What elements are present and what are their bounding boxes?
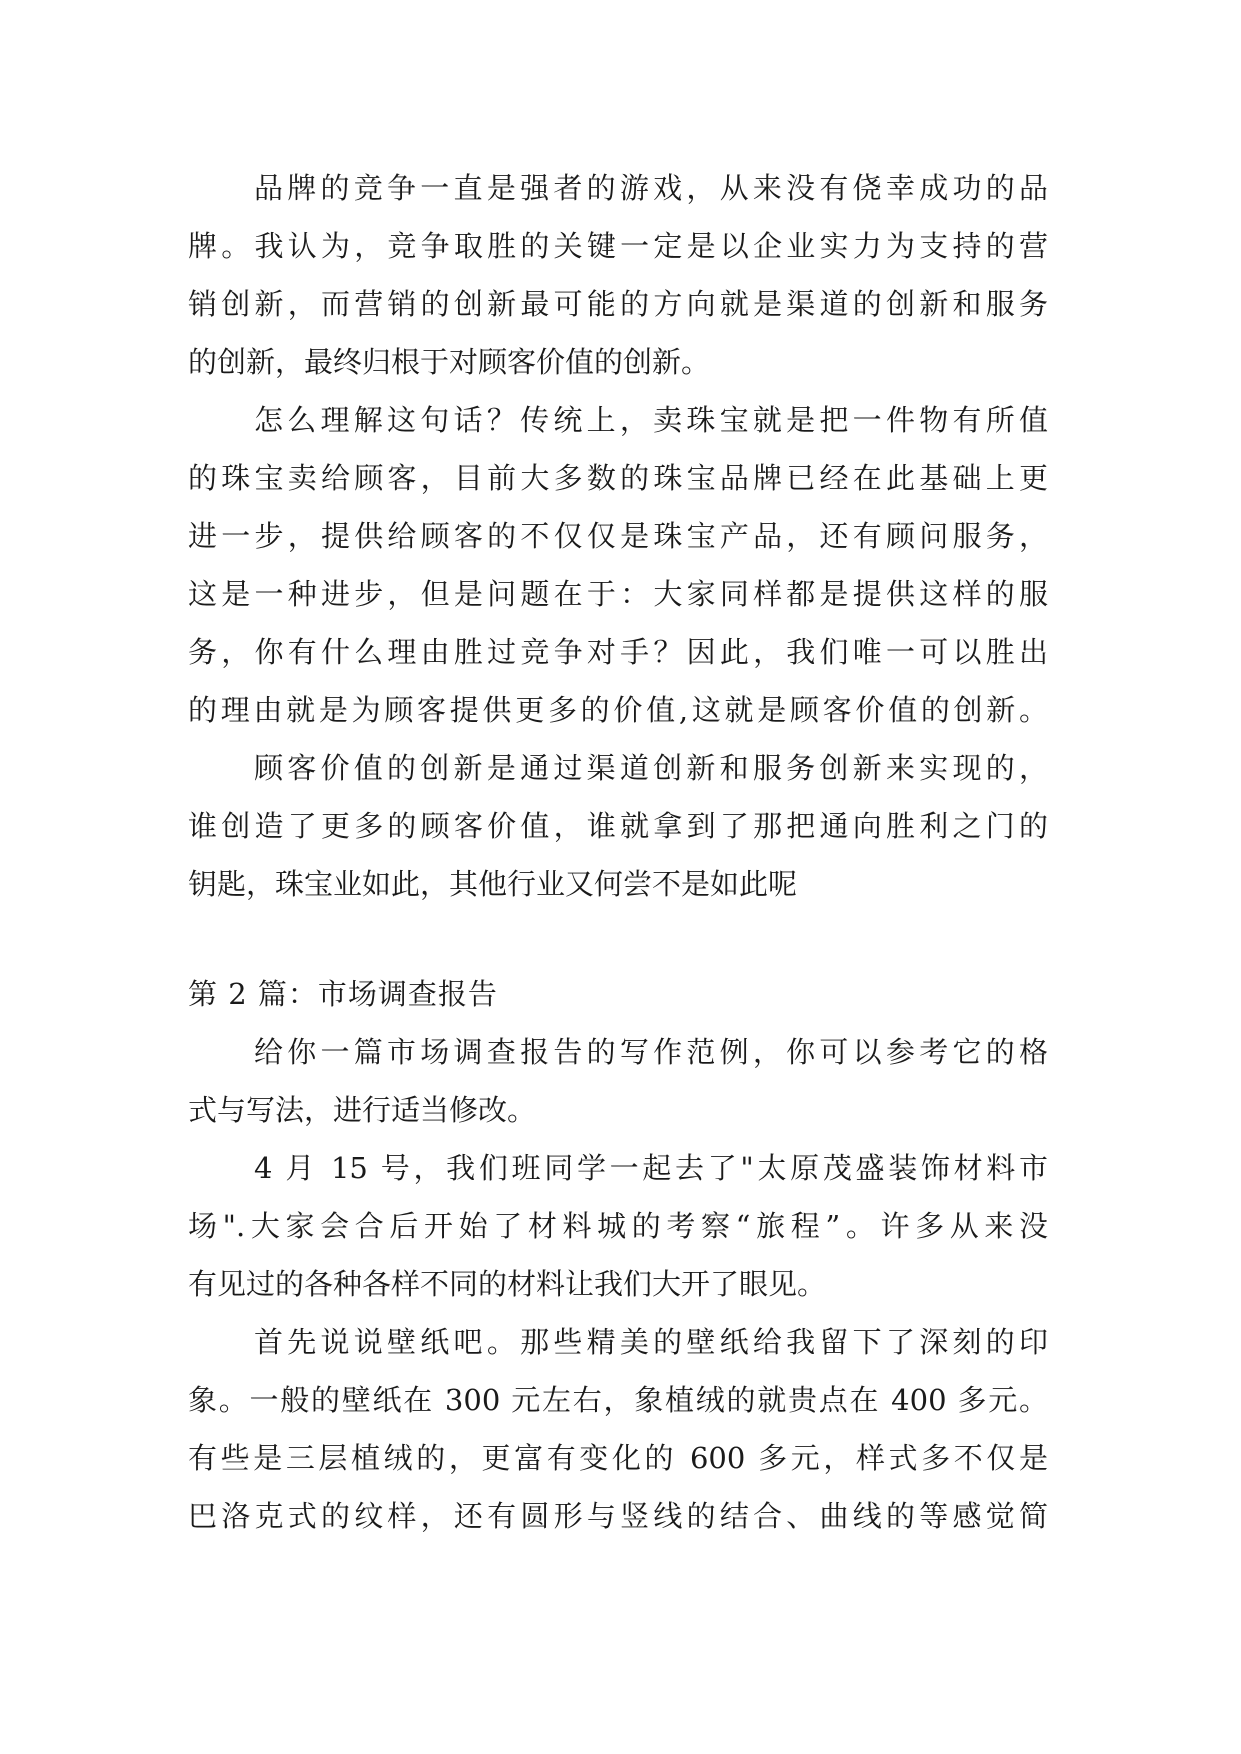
paragraph-line: 品牌的竞争一直是强者的游戏，从来没有侥幸成功的品 <box>254 171 1048 205</box>
paragraph-line: 有见过的各种各样不同的材料让我们大开了眼见。 <box>188 1267 827 1301</box>
paragraph-line: 销创新，而营销的创新最可能的方向就是渠道的创新和服务 <box>188 287 1048 321</box>
paragraph-line: 进一步，提供给顾客的不仅仅是珠宝产品，还有顾问服务， <box>188 519 1048 553</box>
paragraph-line: 怎么理解这句话？传统上，卖珠宝就是把一件物有所值 <box>254 403 1048 437</box>
paragraph-line: 这是一种进步，但是问题在于：大家同样都是提供这样的服 <box>188 577 1048 611</box>
paragraph-line: 给你一篇市场调查报告的写作范例，你可以参考它的格 <box>254 1035 1048 1069</box>
paragraph-line: 式与写法，进行适当修改。 <box>188 1093 537 1127</box>
paragraph-line: 牌。我认为，竞争取胜的关键一定是以企业实力为支持的营 <box>188 229 1048 263</box>
paragraph-line: 4 月 15 号，我们班同学一起去了"太原茂盛装饰材料市 <box>254 1151 1048 1185</box>
paragraph-line: 钥匙，珠宝业如此，其他行业又何尝不是如此呢 <box>188 867 798 901</box>
paragraph-line: 的理由就是为顾客提供更多的价值,这就是顾客价值的创新。 <box>188 693 1048 727</box>
paragraph-line: 顾客价值的创新是通过渠道创新和服务创新来实现的， <box>254 751 1048 785</box>
paragraph-line: 的珠宝卖给顾客，目前大多数的珠宝品牌已经在此基础上更 <box>188 461 1048 495</box>
paragraph-line: 象。一般的壁纸在 300 元左右，象植绒的就贵点在 400 多元。 <box>188 1383 1048 1417</box>
paragraph-line: 务，你有什么理由胜过竞争对手？因此，我们唯一可以胜出 <box>188 635 1048 669</box>
paragraph-line: 的创新，最终归根于对顾客价值的创新。 <box>188 345 711 379</box>
section-heading: 第 2 篇：市场调查报告 <box>188 977 498 1011</box>
paragraph-line: 场".大家会合后开始了材料城的考察“旅程”。许多从来没 <box>188 1209 1048 1243</box>
paragraph-line: 巴洛克式的纹样，还有圆形与竖线的结合、曲线的等感觉简 <box>188 1499 1048 1533</box>
paragraph-line: 谁创造了更多的顾客价值，谁就拿到了那把通向胜利之门的 <box>188 809 1048 843</box>
paragraph-line: 首先说说壁纸吧。那些精美的壁纸给我留下了深刻的印 <box>254 1325 1048 1359</box>
paragraph-line: 有些是三层植绒的，更富有变化的 600 多元，样式多不仅是 <box>188 1441 1048 1475</box>
